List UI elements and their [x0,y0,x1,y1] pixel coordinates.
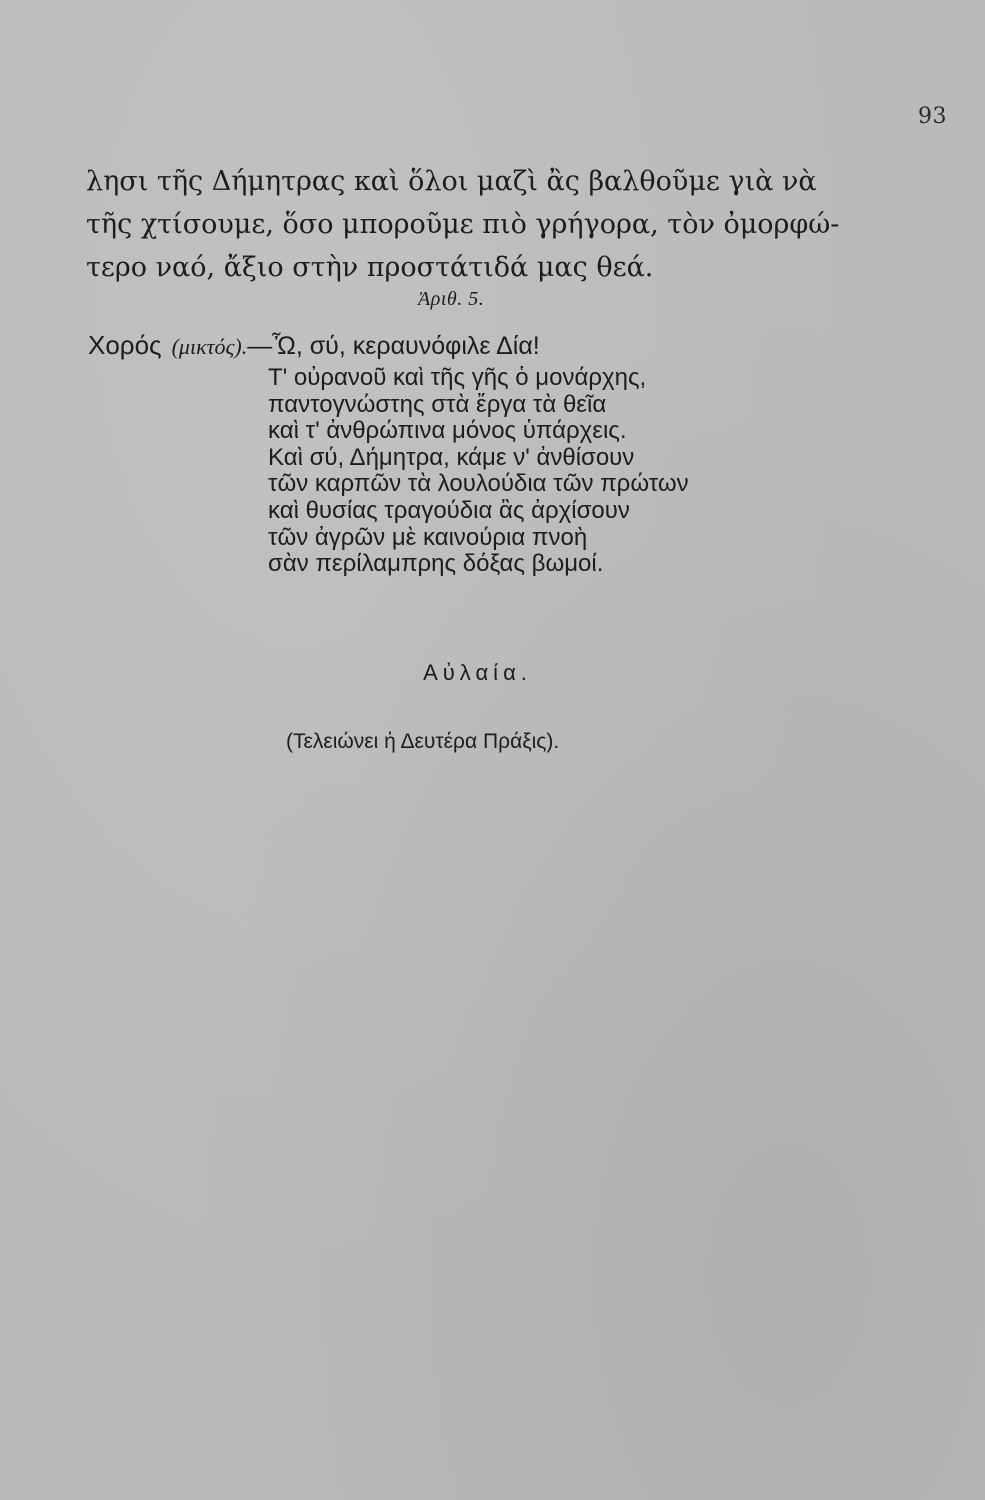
section-number: Ἀριθ. 5. [418,288,485,310]
prose-line: τῆς χτίσουμε, ὅσο μποροῦμε πιὸ γρήγορα, τὸν ὀμορφώ- [86,209,840,240]
speaker-name: Χορός [88,330,162,360]
speaker-row [88,330,540,361]
verse-line: Τ' οὐρανοῦ καὶ τῆς γῆς ὁ μονάρχης, [268,364,647,391]
verse-line: καὶ θυσίας τραγούδια ἂς ἀρχίσουν [268,496,630,524]
verse-line: τῶν καρπῶν τὰ λουλούδια τῶν πρώτων [268,470,689,498]
prose-line: τερο ναό, ἄξιο στὴν προστάτιδά μας θεά. [86,252,654,283]
prose-paragraph [86,160,846,289]
prose-line: λησι τῆς Δήμητρας καὶ ὅλοι μαζὶ ἂς βαλθοῦμε γιὰ νὰ [86,166,817,197]
verse-line: καὶ τ' ἀνθρώπινα μόνος ὑπάρχεις. [268,417,627,445]
verse-line: Καὶ σύ, Δήμητρα, κάμε ν' ἀνθίσουν [268,443,635,471]
verse-opening-line: —Ὦ, σύ, κεραυνόφιλε Δία! [247,332,540,360]
verse-block [268,365,689,578]
curtain-heading [0,660,985,686]
stage-direction: (μικτός). [171,334,248,359]
verse-line: παντογνώστης στὰ ἔργα τὰ θεῖα [268,390,607,418]
curtain-text: Αὐλαία. [423,660,532,685]
verse-line: σὰν περίλαμπρης δόξας βωμοί. [268,550,604,578]
act-ending-note: (Τελειώνει ἡ Δευτέρα Πράξις). [286,730,560,753]
page-number: 93 [918,104,947,129]
verse-line: τῶν ἀγρῶν μὲ καινούρια πνοὴ [268,523,588,551]
